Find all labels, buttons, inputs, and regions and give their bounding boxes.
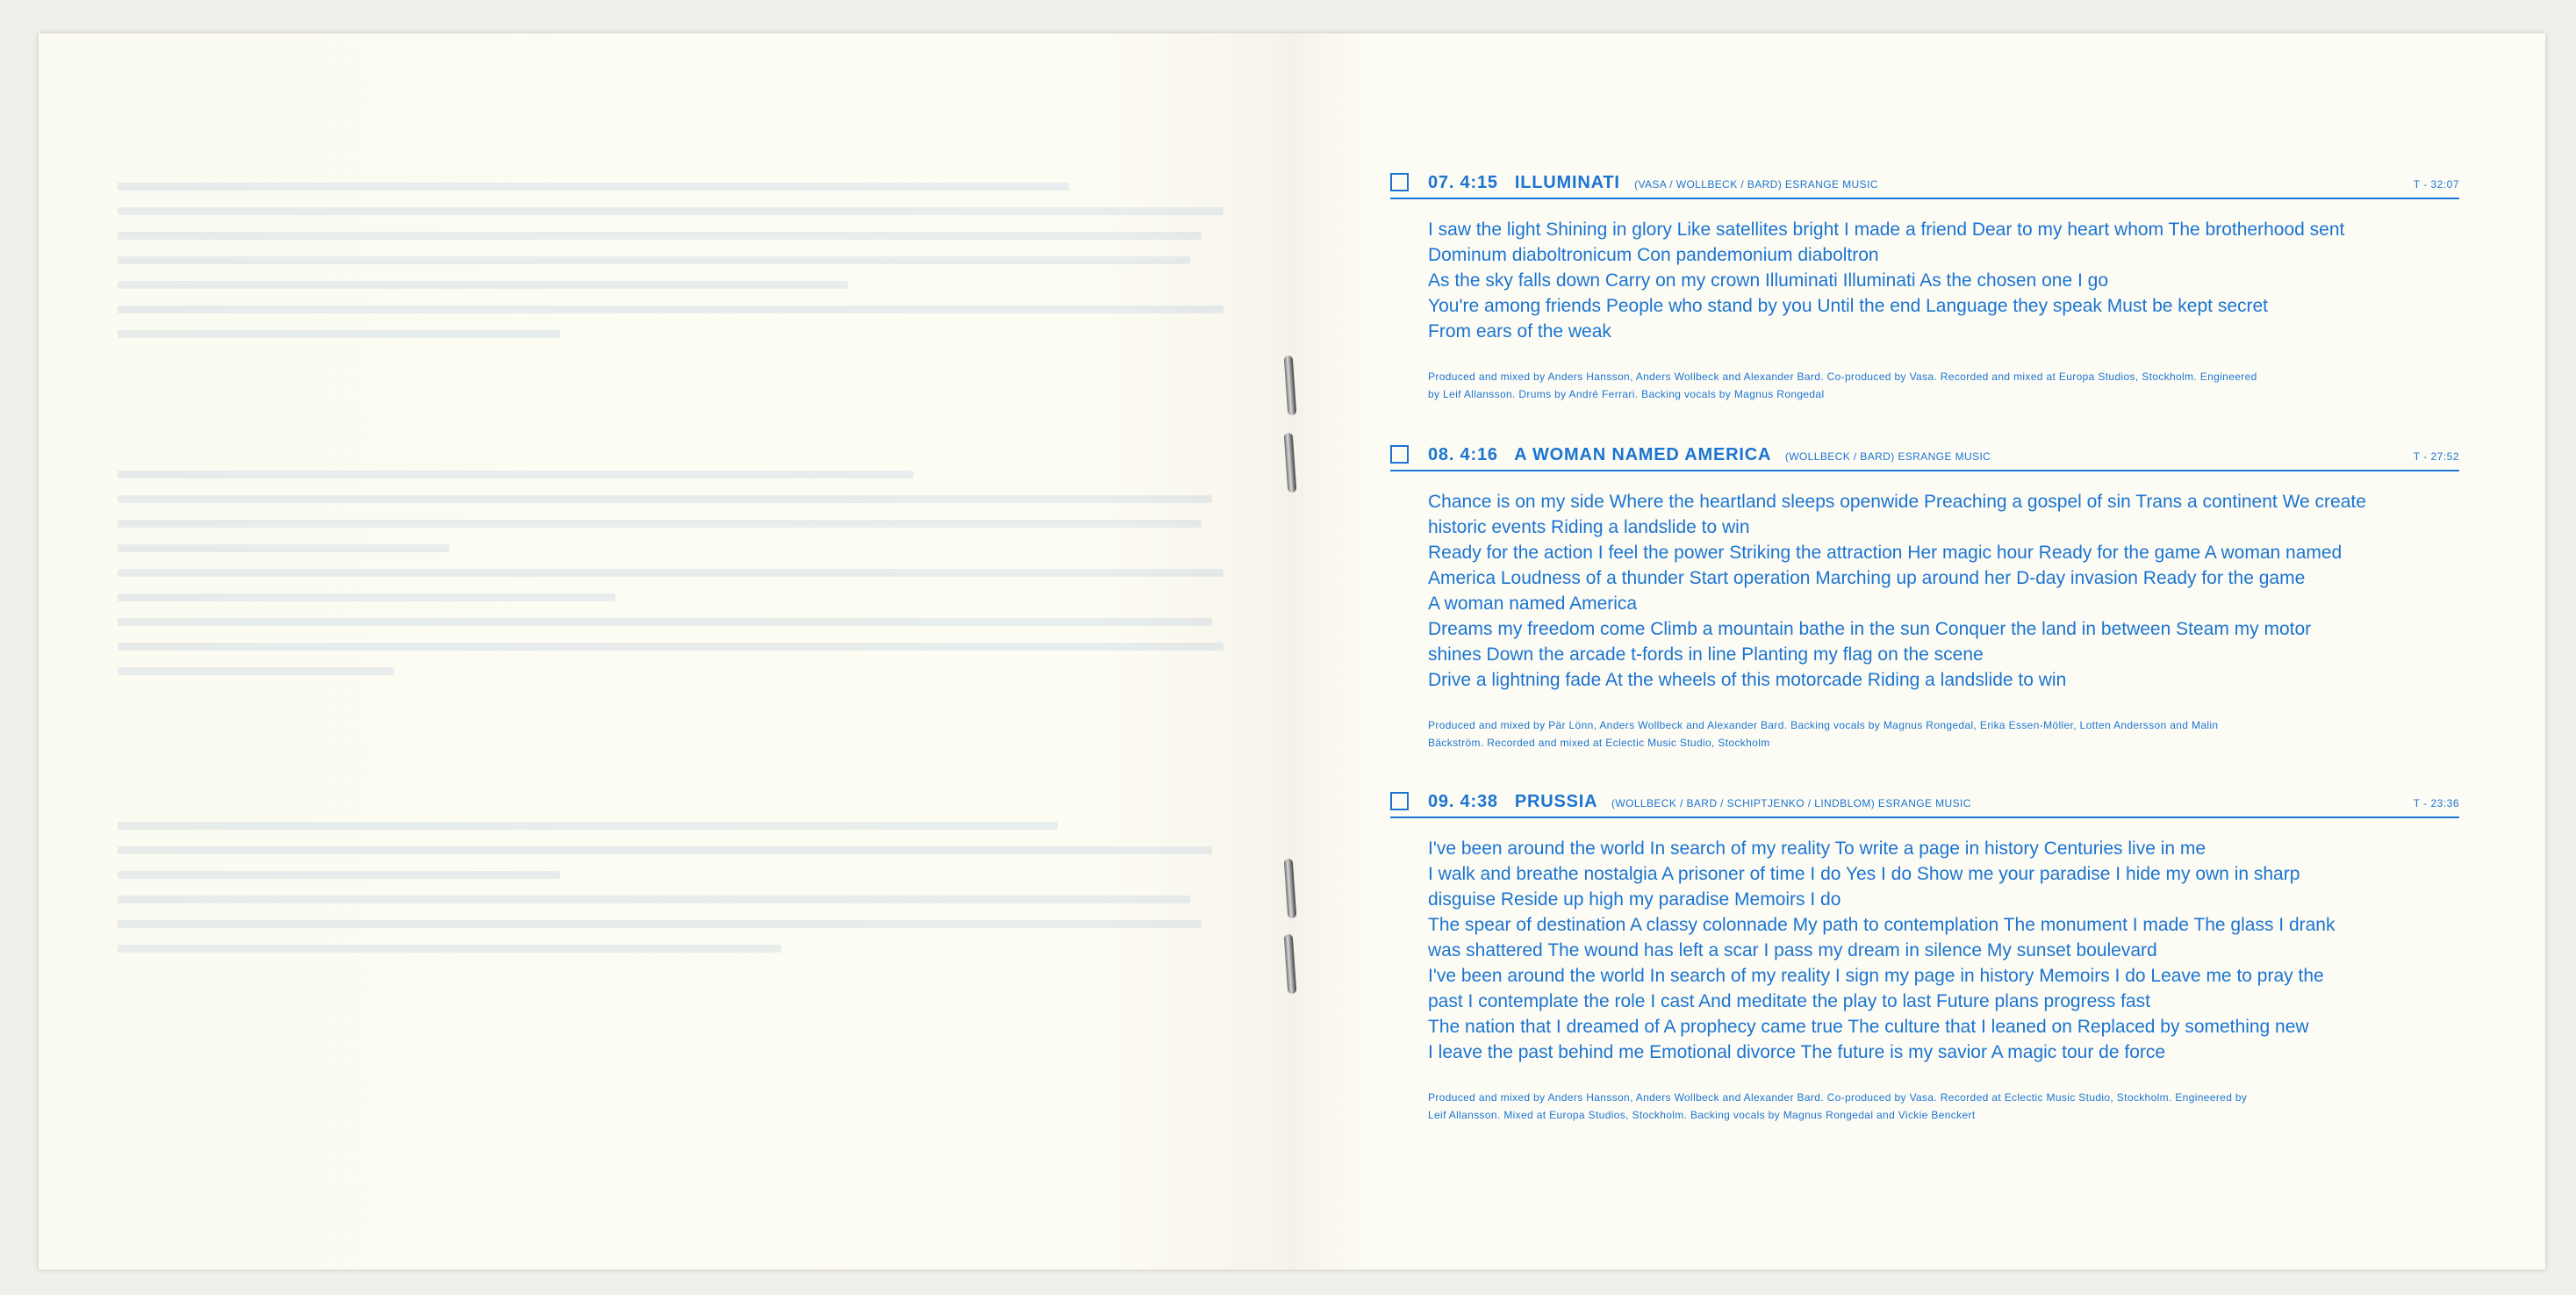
production-credits	[1428, 368, 2459, 403]
credit-line: Produced and mixed by Pär Lönn, Anders Wollbeck and Alexander Bard. Backing vocals by Magnus Rongedal, Erika Essen-Möller, Lotten Andersson and Malin	[1428, 719, 2219, 731]
track-title-line	[1428, 173, 1878, 193]
lyric-line: was shattered The wound has left a scar I pass my dream in silence My sunset boulevard	[1428, 940, 2157, 960]
track-code: T - 32:07	[2413, 178, 2459, 191]
show-through-text	[118, 183, 1223, 355]
production-credits	[1428, 716, 2459, 752]
track-credits: (WOLLBECK / BARD / SCHIPTJENKO / LINDBLOM) ESRANGE MUSIC	[1611, 797, 1971, 809]
track-code: T - 27:52	[2413, 450, 2459, 463]
checkbox-square-icon	[1390, 173, 1409, 191]
lyric-line: I've been around the world In search of my reality To write a page in history Centuries live in me	[1428, 838, 2206, 859]
track-credits: (VASA / WOLLBECK / BARD) ESRANGE MUSIC	[1634, 178, 1878, 191]
lyric-line: I saw the light Shining in glory Like satellites bright I made a friend Dear to my heart whom The brotherhood sent	[1428, 219, 2345, 240]
lyric-line: Chance is on my side Where the heartland sleeps openwide Preaching a gospel of sin Trans a continent We create	[1428, 492, 2366, 512]
track-title-line	[1428, 445, 1991, 465]
show-through-text	[118, 822, 1223, 969]
lyric-line: Ready for the action I feel the power Striking the attraction Her magic hour Ready for the game A woman named	[1428, 543, 2343, 563]
lyric-line: The spear of destination A classy colonnade My path to contemplation The monument I made The glass I drank	[1428, 915, 2336, 935]
lyric-line: From ears of the weak	[1428, 321, 1611, 342]
lyrics	[1428, 836, 2459, 1065]
lyric-line: Dreams my freedom come Climb a mountain bathe in the sun Conquer the land in between Steam my motor	[1428, 619, 2312, 639]
lyric-line: disguise Reside up high my paradise Memoirs I do	[1428, 889, 1841, 910]
track-header	[1390, 445, 2459, 471]
track-header	[1390, 173, 2459, 199]
lyric-line: Drive a lightning fade At the wheels of this motorcade Riding a landslide to win	[1428, 670, 2067, 690]
credit-line: Leif Allansson. Mixed at Europa Studios, Stockholm. Backing vocals by Magnus Rongedal and Vickie Benckert	[1428, 1109, 1976, 1121]
track-number-time: 09. 4:38	[1428, 792, 1498, 811]
lyric-line: past I contemplate the role I cast And meditate the play to last Future plans progress fast	[1428, 991, 2150, 1011]
lyric-line: America Loudness of a thunder Start operation Marching up around her D-day invasion Ready for the game	[1428, 568, 2306, 588]
lyrics	[1428, 489, 2459, 693]
lyric-line: I leave the past behind me Emotional divorce The future is my savior A magic tour de force	[1428, 1042, 2166, 1062]
lyric-line: historic events Riding a landslide to win	[1428, 517, 1750, 537]
credit-line: Produced and mixed by Anders Hansson, Anders Wollbeck and Alexander Bard. Co-produced by Vasa. Recorded at Eclectic Music Studio, Stockholm. Engineered by	[1428, 1091, 2248, 1104]
lyrics	[1428, 217, 2459, 344]
lyric-line: You're among friends People who stand by you Until the end Language they speak Must be kept secret	[1428, 296, 2269, 316]
left-page	[39, 33, 1288, 1270]
track-title: PRUSSIA	[1514, 792, 1597, 811]
credit-line: by Leif Allansson. Drums by André Ferrari. Backing vocals by Magnus Rongedal	[1428, 388, 1825, 400]
track-code: T - 23:36	[2413, 797, 2459, 809]
lyric-line: Dominum diaboltronicum Con pandemonium diaboltron	[1428, 245, 1879, 265]
checkbox-square-icon	[1390, 445, 1409, 464]
lyric-line: I've been around the world In search of my reality I sign my page in history Memoirs I do Leave me to pray the	[1428, 966, 2324, 986]
track-a-woman-named-america	[1390, 445, 2459, 752]
lyric-line: The nation that I dreamed of A prophecy came true The culture that I leaned on Replaced by something new	[1428, 1017, 2309, 1037]
track-prussia	[1390, 792, 2459, 1124]
track-number-time: 07. 4:15	[1428, 173, 1498, 192]
track-title: A WOMAN NAMED AMERICA	[1514, 445, 1771, 464]
lyric-line: I walk and breathe nostalgia A prisoner of time I do Yes I do Show me your paradise I hide my own in sharp	[1428, 864, 2300, 884]
lyric-line: shines Down the arcade t-fords in line Planting my flag on the scene	[1428, 644, 1984, 665]
track-illuminati	[1390, 173, 2459, 403]
track-title: ILLUMINATI	[1514, 173, 1620, 192]
credit-line: Bäckström. Recorded and mixed at Eclectic Music Studio, Stockholm	[1428, 737, 1770, 749]
credit-line: Produced and mixed by Anders Hansson, Anders Wollbeck and Alexander Bard. Co-produced by Vasa. Recorded and mixed at Europa Studios, Stockholm. Engineered	[1428, 371, 2257, 383]
track-title-line	[1428, 792, 1971, 812]
checkbox-square-icon	[1390, 792, 1409, 810]
track-number-time: 08. 4:16	[1428, 445, 1498, 464]
production-credits	[1428, 1089, 2459, 1124]
lyric-line: As the sky falls down Carry on my crown Illuminati Illuminati As the chosen one I go	[1428, 270, 2109, 291]
track-header	[1390, 792, 2459, 818]
track-credits: (WOLLBECK / BARD) ESRANGE MUSIC	[1784, 450, 1991, 463]
lyric-line: A woman named America	[1428, 594, 1638, 614]
show-through-text	[118, 471, 1223, 692]
